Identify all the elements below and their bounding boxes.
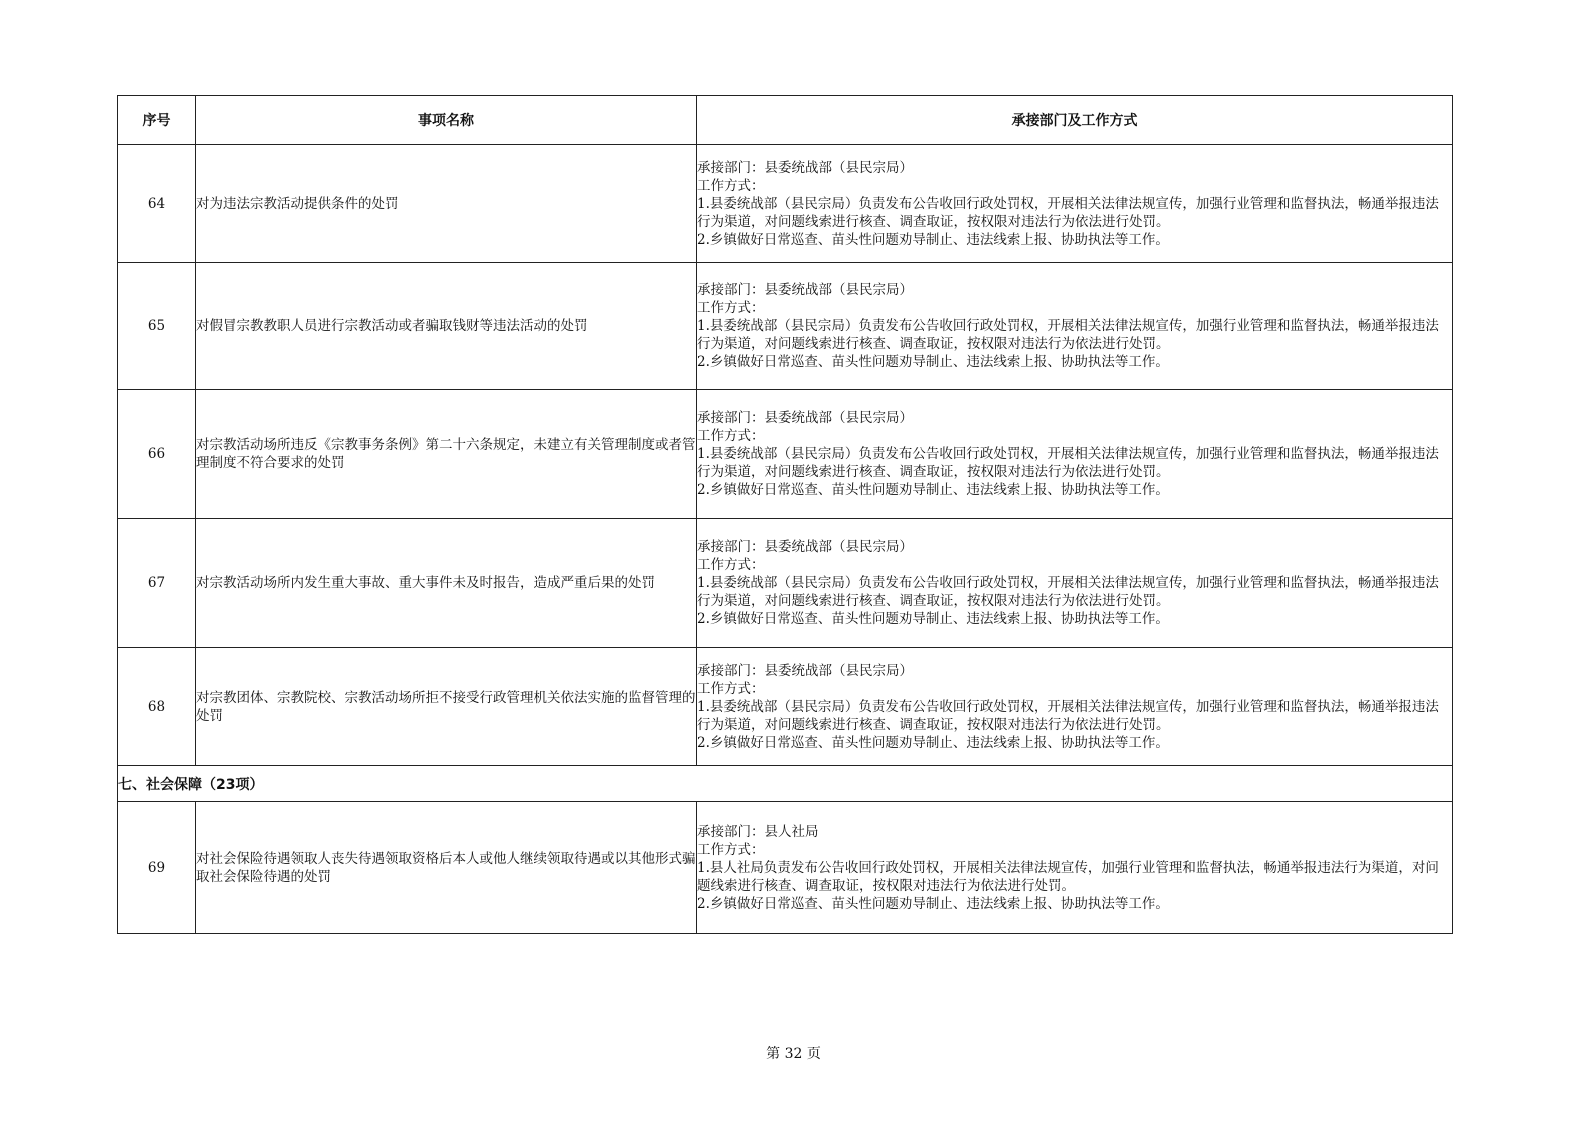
method-step-2: 2.乡镇做好日常巡查、苗头性问题劝导制止、违法线索上报、协助执法等工作。 <box>697 895 1169 912</box>
method-title: 工作方式： <box>697 177 765 194</box>
table-row <box>118 519 1453 648</box>
method-title: 工作方式： <box>697 428 765 444</box>
dept-line: 承接部门：县委统战部（县民宗局） <box>697 662 913 679</box>
header-method: 承接部门及工作方式 <box>697 96 1453 145</box>
row-num: 66 <box>118 390 196 519</box>
table-row <box>118 390 1453 519</box>
table-header-row <box>118 96 1453 145</box>
method-step-2: 2.乡镇做好日常巡查、苗头性问题劝导制止、违法线索上报、协助执法等工作。 <box>697 734 1169 751</box>
section-title: 七、社会保障（23项） <box>118 766 1453 802</box>
method-title: 工作方式： <box>697 557 765 573</box>
items-table <box>117 95 1453 934</box>
method-step-1: 1.县委统战部（县民宗局）负责发布公告收回行政处罚权，开展相关法律法规宣传，加强行业管理和监督执法，畅通举报违法行为渠道，对问题线索进行核查、调查取证，按权限对违法行为依法进行处罚。 <box>697 446 1439 480</box>
dept-line: 承接部门：县人社局 <box>697 823 819 840</box>
row-method <box>697 390 1453 519</box>
table-row <box>118 802 1453 934</box>
page-number: 第 32 页 <box>766 1046 821 1062</box>
dept-line: 承接部门：县委统战部（县民宗局） <box>697 539 913 555</box>
row-item: 对宗教活动场所违反《宗教事务条例》第二十六条规定，未建立有关管理制度或者管理制度不符合要求的处罚 <box>196 390 697 519</box>
table-row <box>118 263 1453 390</box>
method-step-1: 1.县委统战部（县民宗局）负责发布公告收回行政处罚权，开展相关法律法规宣传，加强行业管理和监督执法，畅通举报违法行为渠道，对问题线索进行核查、调查取证，按权限对违法行为依法进行处罚。 <box>697 575 1439 609</box>
method-step-2: 2.乡镇做好日常巡查、苗头性问题劝导制止、违法线索上报、协助执法等工作。 <box>697 231 1169 248</box>
dept-line: 承接部门：县委统战部（县民宗局） <box>697 410 913 426</box>
section-row <box>118 766 1453 802</box>
table-row <box>118 145 1453 263</box>
row-num: 67 <box>118 519 196 648</box>
method-title: 工作方式： <box>697 680 765 697</box>
row-method <box>697 648 1453 766</box>
method-step-2: 2.乡镇做好日常巡查、苗头性问题劝导制止、违法线索上报、协助执法等工作。 <box>697 611 1169 627</box>
table-row <box>118 648 1453 766</box>
method-title: 工作方式： <box>697 300 765 316</box>
method-step-2: 2.乡镇做好日常巡查、苗头性问题劝导制止、违法线索上报、协助执法等工作。 <box>697 354 1169 370</box>
method-step-2: 2.乡镇做好日常巡查、苗头性问题劝导制止、违法线索上报、协助执法等工作。 <box>697 482 1169 498</box>
row-item: 对宗教活动场所内发生重大事故、重大事件未及时报告，造成严重后果的处罚 <box>196 519 697 648</box>
row-num: 68 <box>118 648 196 766</box>
method-step-1: 1.县委统战部（县民宗局）负责发布公告收回行政处罚权，开展相关法律法规宣传，加强行业管理和监督执法，畅通举报违法行为渠道，对问题线索进行核查、调查取证，按权限对违法行为依法进行处罚。 <box>697 195 1439 230</box>
method-step-1: 1.县人社局负责发布公告收回行政处罚权，开展相关法律法规宣传，加强行业管理和监督执法，畅通举报违法行为渠道，对问题线索进行核查、调查取证，按权限对违法行为依法进行处罚。 <box>697 859 1439 894</box>
method-title: 工作方式： <box>697 841 765 858</box>
row-item: 对为违法宗教活动提供条件的处罚 <box>196 145 697 263</box>
dept-line: 承接部门：县委统战部（县民宗局） <box>697 282 913 298</box>
row-method <box>697 802 1453 934</box>
row-item: 对宗教团体、宗教院校、宗教活动场所拒不接受行政管理机关依法实施的监督管理的处罚 <box>196 648 697 766</box>
row-method <box>697 263 1453 390</box>
row-item: 对社会保险待遇领取人丧失待遇领取资格后本人或他人继续领取待遇或以其他形式骗取社会保险待遇的处罚 <box>196 802 697 934</box>
header-item: 事项名称 <box>196 96 697 145</box>
row-method <box>697 519 1453 648</box>
row-item: 对假冒宗教教职人员进行宗教活动或者骗取钱财等违法活动的处罚 <box>196 263 697 390</box>
row-num: 69 <box>118 802 196 934</box>
row-num: 64 <box>118 145 196 263</box>
row-num: 65 <box>118 263 196 390</box>
header-num: 序号 <box>118 96 196 145</box>
row-method <box>697 145 1453 263</box>
method-step-1: 1.县委统战部（县民宗局）负责发布公告收回行政处罚权，开展相关法律法规宣传，加强行业管理和监督执法，畅通举报违法行为渠道，对问题线索进行核查、调查取证，按权限对违法行为依法进行处罚。 <box>697 318 1439 352</box>
method-step-1: 1.县委统战部（县民宗局）负责发布公告收回行政处罚权，开展相关法律法规宣传，加强行业管理和监督执法，畅通举报违法行为渠道，对问题线索进行核查、调查取证，按权限对违法行为依法进行处罚。 <box>697 698 1439 733</box>
dept-line: 承接部门：县委统战部（县民宗局） <box>697 159 913 176</box>
